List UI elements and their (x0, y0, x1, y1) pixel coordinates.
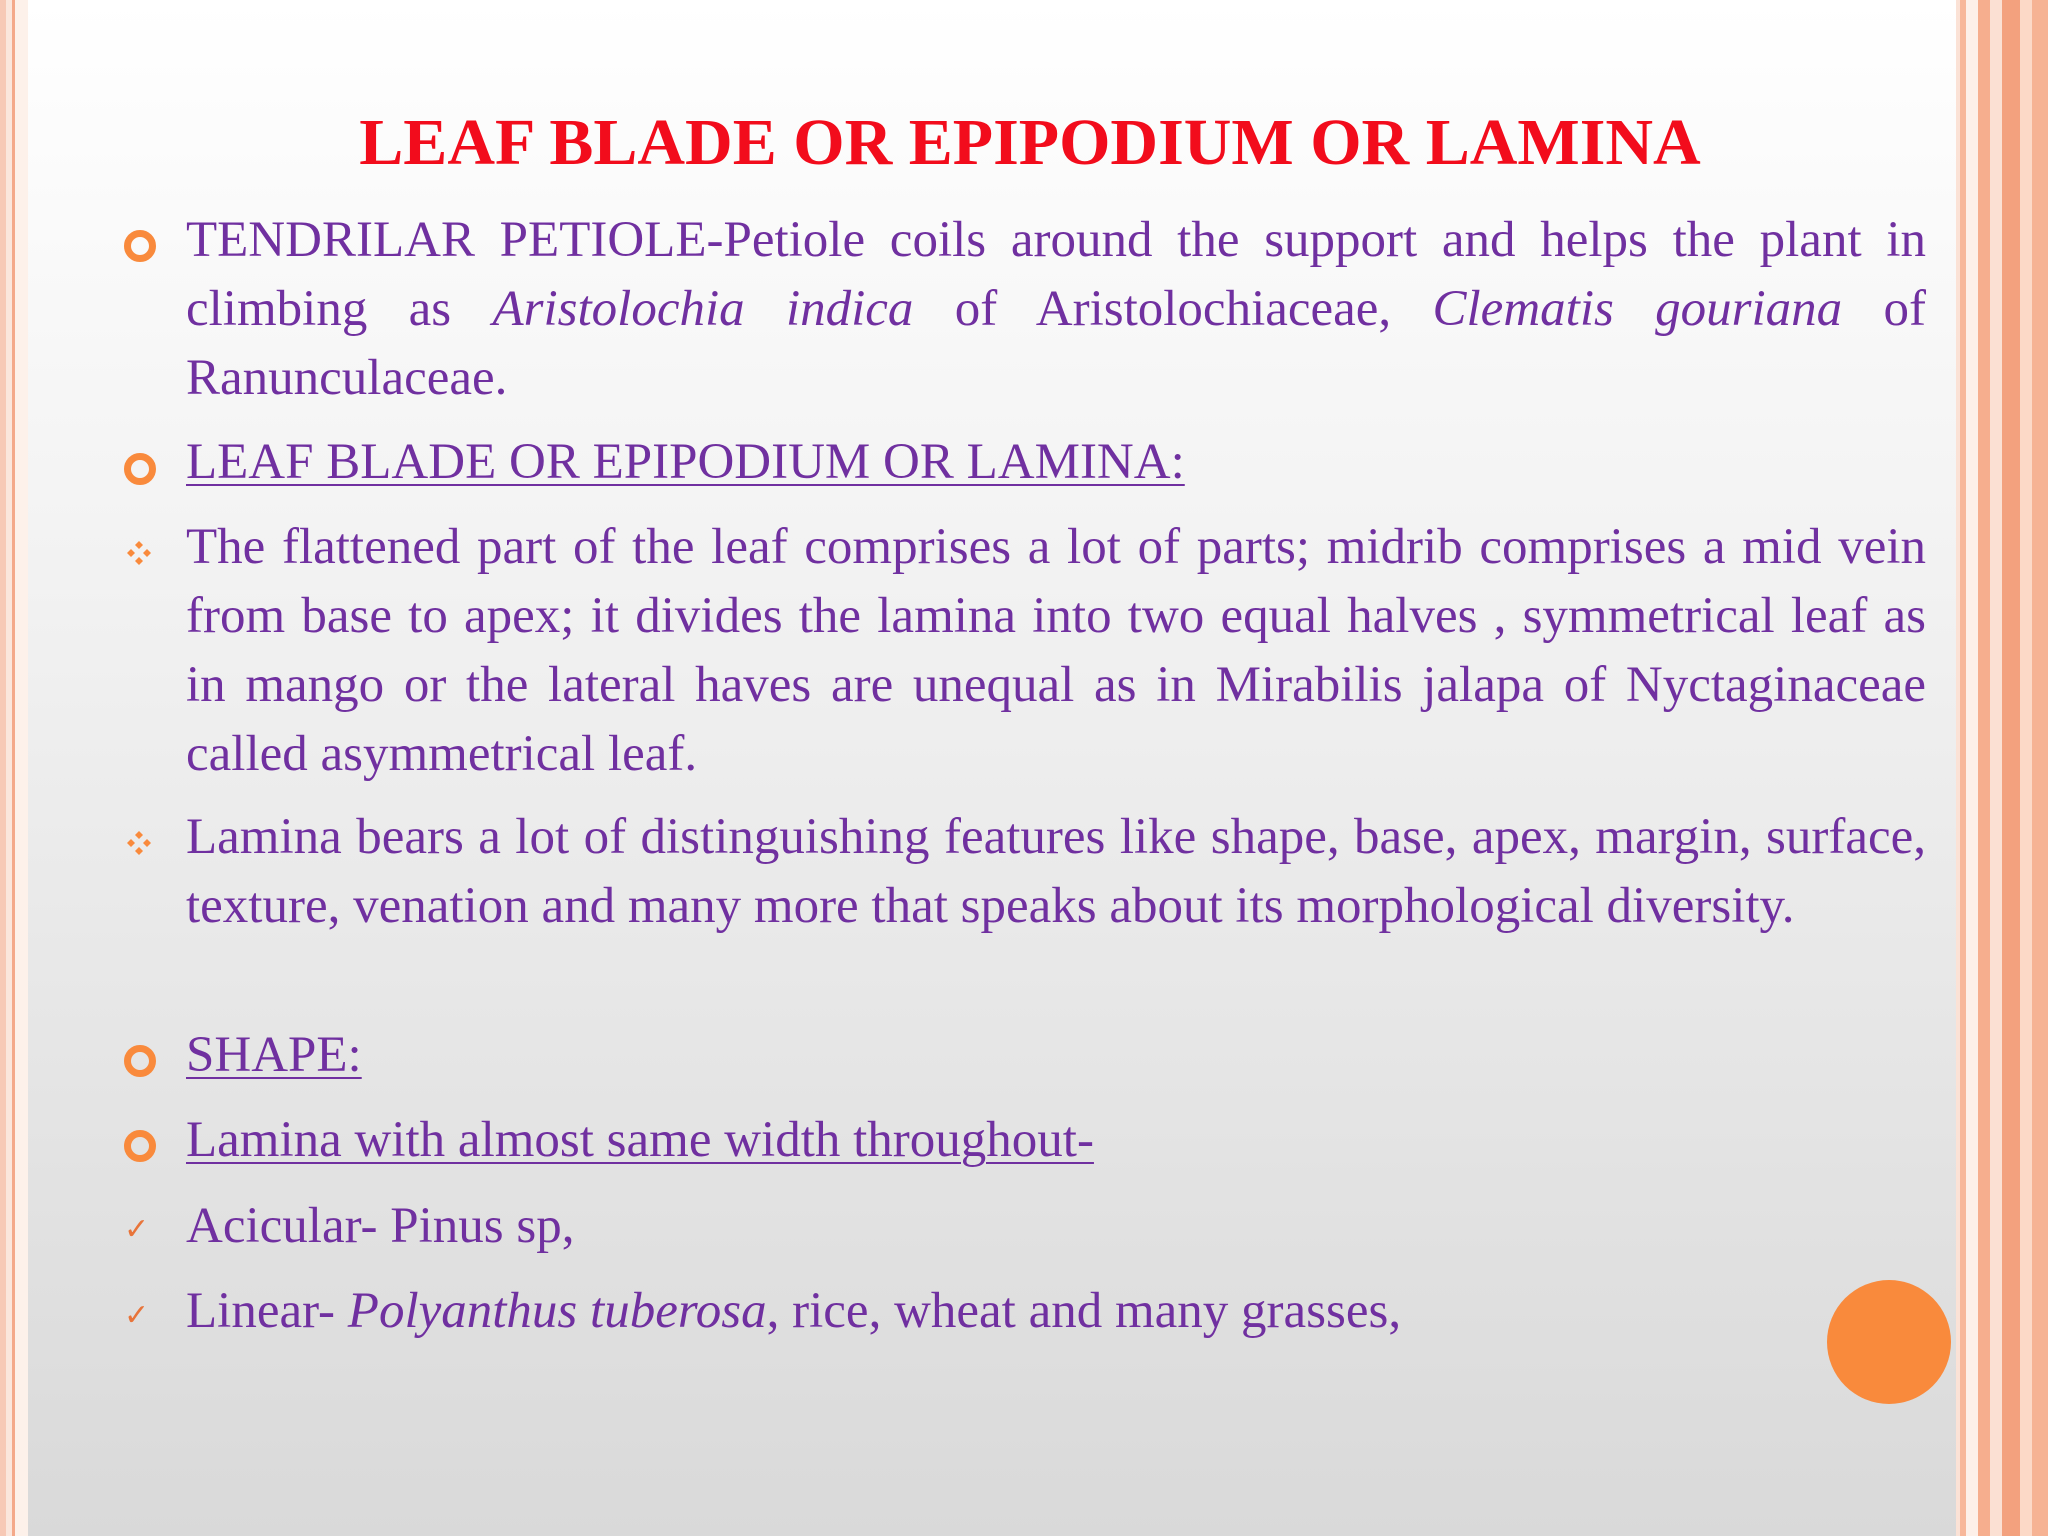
list-item (186, 428, 1926, 497)
species-name: Polyanthus tuberosa (347, 1283, 767, 1339)
list-item (186, 513, 1926, 789)
list-item (186, 803, 1926, 941)
list-item (186, 1192, 1926, 1261)
diamond-cluster-icon (124, 828, 154, 858)
species-name: Clematis gouriana (1432, 281, 1843, 337)
species-name: Aristolochia indica (492, 281, 914, 337)
ring-bullet-icon (124, 230, 156, 262)
item-text: Lamina bears a lot of distinguishing features like shape, base, apex, margin, surface, texture, venation and many more that speaks about its morphological diversity. (186, 809, 1926, 934)
ring-bullet-icon (124, 1130, 156, 1162)
slide-title: LEAF BLADE OR EPIPODIUM OR LAMINA (359, 106, 1701, 179)
section-heading: SHAPE: (186, 1027, 362, 1083)
item-text: Linear- (186, 1283, 348, 1339)
item-text: Acicular- Pinus sp, (186, 1198, 575, 1254)
list-item (186, 1021, 1926, 1090)
ring-bullet-icon (124, 1045, 156, 1077)
checkmark-icon: ✓ (124, 1212, 150, 1247)
item-text: The flattened part of the leaf comprises a lot of parts; midrib comprises a mid vein from base to apex; it divides the lamina into two equal halves , symmetrical leaf as in mango or the lateral haves are unequal as in Mirabilis jalapa of Nyctaginaceae called asymmetrical leaf. (186, 519, 1926, 782)
item-text: TENDRILAR PETIOLE-Petiole coils around the support and helps the plant in climbing as (186, 212, 1926, 337)
item-text: of Ranunculaceae. (186, 281, 1926, 406)
list-item (186, 1277, 1926, 1346)
list-item (186, 206, 1926, 413)
item-text: of Aristolochiaceae, (913, 281, 1433, 337)
diamond-cluster-icon (124, 538, 154, 568)
section-heading: LEAF BLADE OR EPIPODIUM OR LAMINA: (186, 434, 1185, 490)
section-heading: Lamina with almost same width throughout- (186, 1112, 1094, 1168)
item-text: , rice, wheat and many grasses, (766, 1283, 1402, 1339)
list-item (186, 1106, 1926, 1175)
ring-bullet-icon (124, 453, 156, 485)
checkmark-icon: ✓ (124, 1298, 150, 1333)
right-decorative-stripes (1956, 0, 2048, 1536)
left-decorative-stripes (0, 0, 28, 1536)
